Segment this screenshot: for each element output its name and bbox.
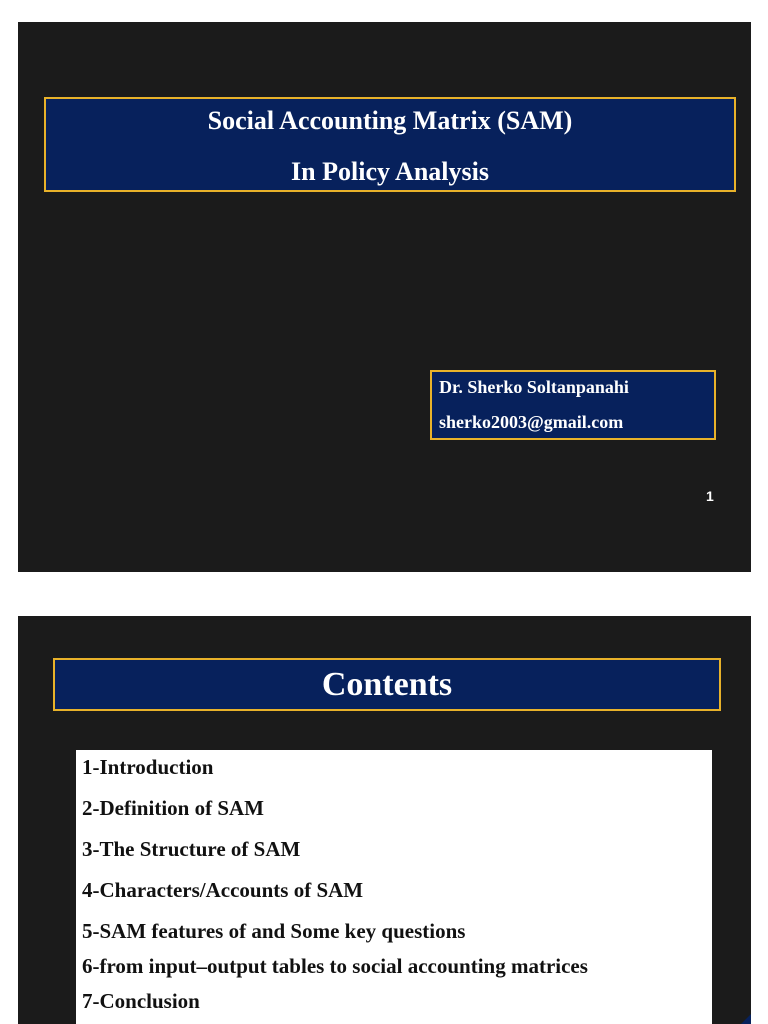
contents-title: Contents <box>321 666 453 703</box>
page-number: 1 <box>706 488 714 504</box>
contents-list <box>76 750 712 1024</box>
slide-1 <box>18 22 751 572</box>
contents-item-definition: 2-Definition of SAM <box>82 796 264 820</box>
author-email: sherko2003@gmail.com <box>439 412 624 432</box>
contents-item-features: 5-SAM features of and Some key questions <box>82 919 466 943</box>
contents-item-io-tables: 6-from input–output tables to social accounting matrices <box>82 954 588 978</box>
contents-item-introduction: 1-Introduction <box>82 755 214 779</box>
author-box <box>430 370 716 440</box>
slide-title-line-2: In Policy Analysis <box>291 157 489 186</box>
contents-item-accounts: 4-Characters/Accounts of SAM <box>82 878 364 902</box>
slide-title-line-1: Social Accounting Matrix (SAM) <box>207 106 573 135</box>
contents-title-box <box>53 658 721 711</box>
slide-2 <box>18 616 751 1024</box>
contents-item-conclusion: 7-Conclusion <box>82 989 200 1013</box>
title-box <box>44 97 736 192</box>
corner-triangle-mark <box>737 1014 751 1024</box>
author-name: Dr. Sherko Soltanpanahi <box>439 377 629 397</box>
contents-item-structure: 3-The Structure of SAM <box>82 837 301 861</box>
